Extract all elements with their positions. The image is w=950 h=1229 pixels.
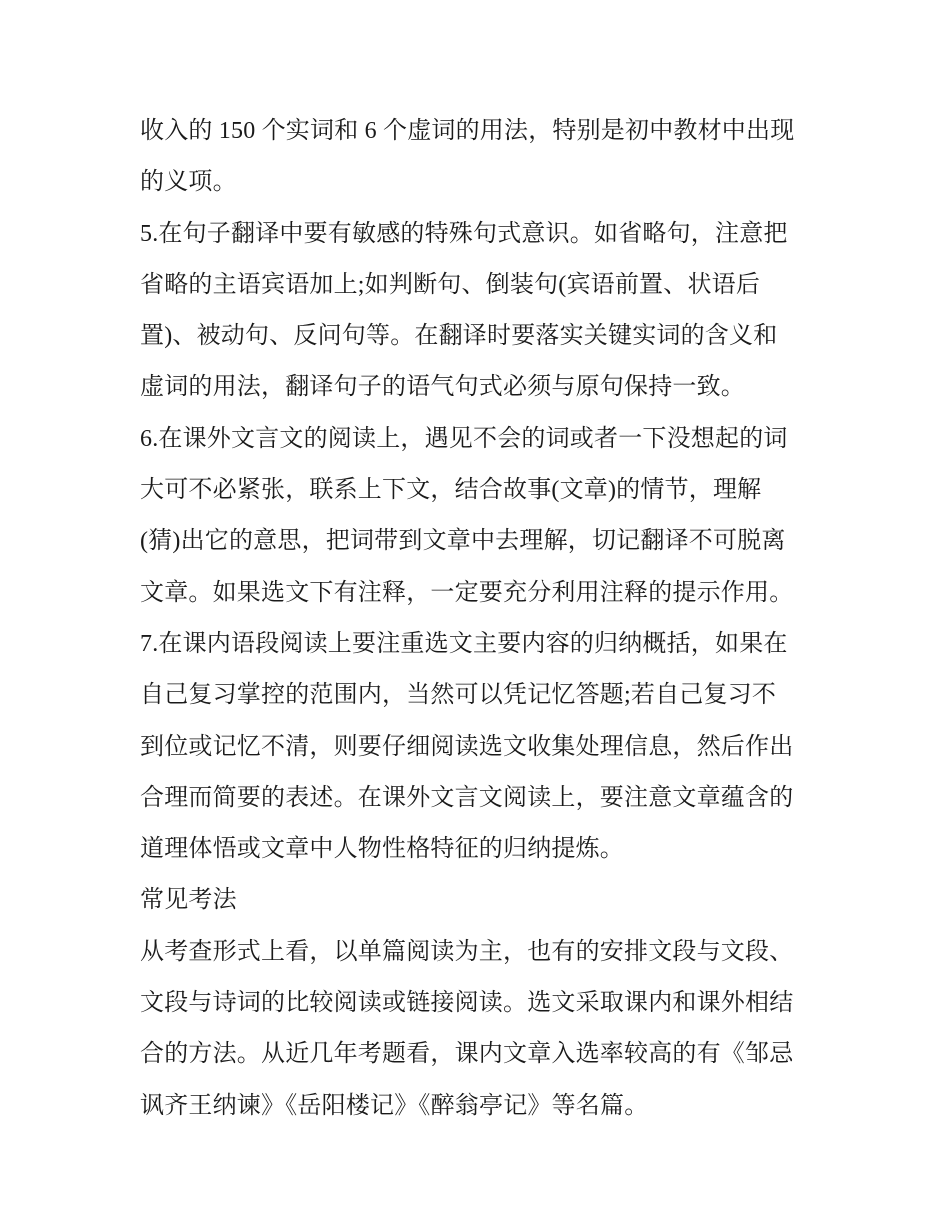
- text-line: 虚词的用法，翻译句子的语气句式必须与原句保持一致。: [140, 374, 745, 401]
- text-line: 文章。如果选文下有注释，一定要充分利用注释的提示作用。: [140, 579, 794, 606]
- text-line: 大可不必紧张，联系上下文，结合故事(文章)的情节，理解: [140, 477, 762, 504]
- document-body: [140, 106, 820, 1132]
- text-line: 6.在课外文言文的阅读上，遇见不会的词或者一下没想起的词: [140, 425, 788, 452]
- text-line: 5.在句子翻译中要有敏感的特殊句式意识。如省略句，注意把: [140, 220, 788, 247]
- text-line: 置)、被动句、反问句等。在翻译时要落实关键实词的含义和: [140, 323, 778, 350]
- text-line: 的义项。: [140, 169, 237, 196]
- text-line: 从考查形式上看，以单篇阅读为主，也有的安排文段与文段、: [140, 938, 794, 965]
- text-line: 自己复习掌控的范围内，当然可以凭记忆答题;若自己复习不: [140, 682, 777, 709]
- text-line: 收入的 150 个实词和 6 个虚词的用法，特别是初中教材中出现: [140, 118, 795, 144]
- text-line: 合的方法。从近几年考题看，课内文章入选率较高的有《邹忌: [140, 1041, 794, 1068]
- text-line: 7.在课内语段阅读上要注重选文主要内容的归纳概括，如果在: [140, 630, 788, 657]
- text-line: 文段与诗词的比较阅读或链接阅读。选文采取课内和课外相结: [140, 990, 794, 1017]
- section-heading: 常见考法: [140, 887, 237, 914]
- text-line: 省略的主语宾语加上;如判断句、倒装句(宾语前置、状语后: [140, 271, 761, 298]
- text-line: 道理体悟或文章中人物性格特征的归纳提炼。: [140, 836, 624, 863]
- text-line: 到位或记忆不清，则要仔细阅读选文收集处理信息，然后作出: [140, 733, 794, 760]
- text-line: (猜)出它的意思，把词带到文章中去理解，切记翻译不可脱离: [140, 528, 786, 555]
- text-line: 合理而简要的表述。在课外文言文阅读上，要注意文章蕴含的: [140, 784, 794, 811]
- text-line: 讽齐王纳谏》《岳阳楼记》《醉翁亭记》等名篇。: [140, 1092, 649, 1119]
